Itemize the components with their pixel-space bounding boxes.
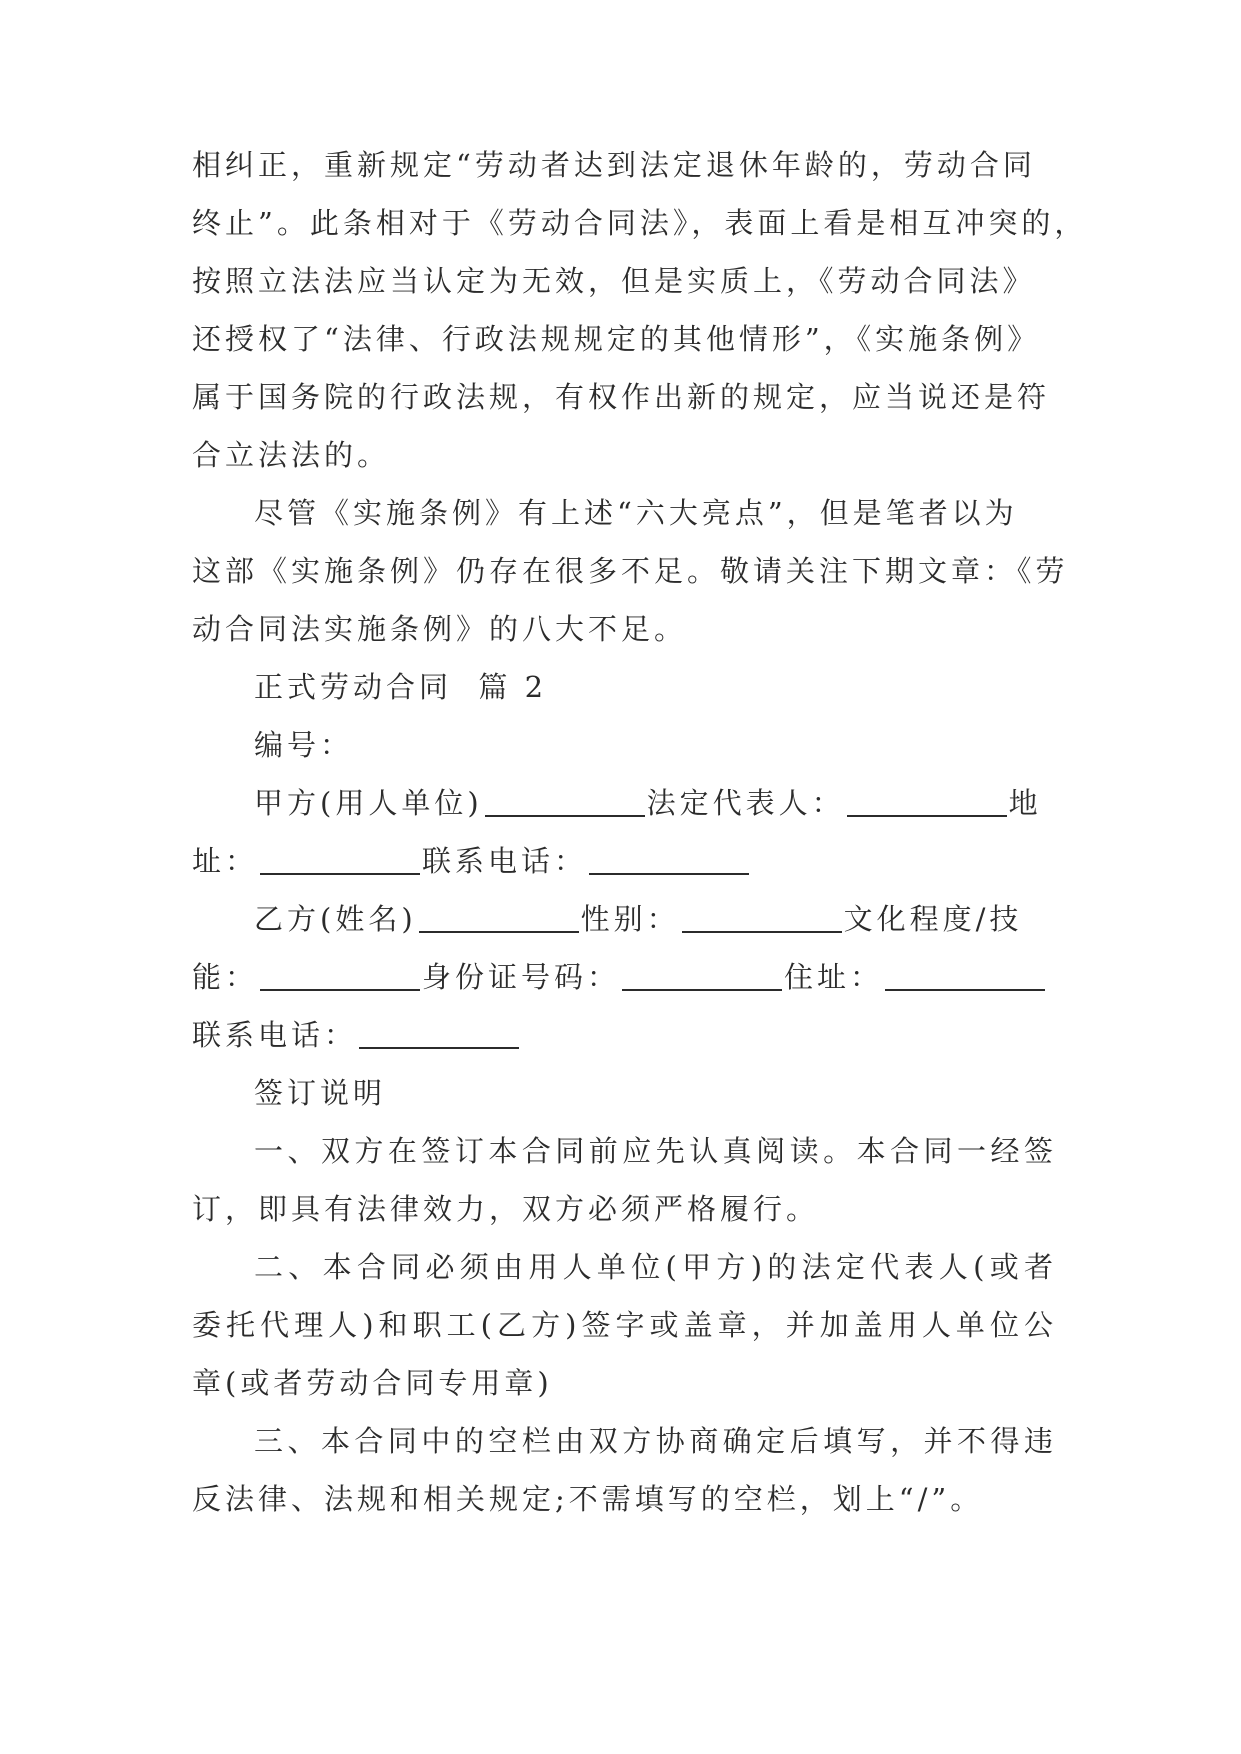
text-line: 合立法法的。 xyxy=(192,438,391,472)
id-number-label: 身份证号码： xyxy=(422,960,621,994)
party-b-phone-label: 联系电话： xyxy=(192,1018,358,1052)
party-b-line-1 xyxy=(192,890,1057,948)
text-line: 相纠正，重新规定“劳动者达到法定退休年龄的，劳动合同 xyxy=(192,148,1036,182)
summary-paragraph xyxy=(192,484,1069,658)
text-line: 终止”。此条相对于《劳动合同法》，表面上看是相互冲突的， xyxy=(192,206,1088,240)
continuation-paragraph xyxy=(192,136,1088,484)
party-b-name-blank[interactable] xyxy=(419,901,579,933)
party-a-blank[interactable] xyxy=(485,785,645,817)
address-blank[interactable] xyxy=(260,843,420,875)
party-b-line-3 xyxy=(192,1006,1057,1064)
text-line: 尽管《实施条例》有上述“六大亮点”，但是笔者以为 xyxy=(254,496,1018,530)
text-line: 动合同法实施条例》的八大不足。 xyxy=(192,612,688,646)
education-label-part2: 能： xyxy=(192,960,259,994)
text-line: 按照立法法应当认定为无效，但是实质上，《劳动合同法》 xyxy=(192,264,1036,298)
signing-item-3: 三、本合同中的空栏由双方协商确定后填写，并不得违反法律、法规和相关规定;不需填写的空栏，划上“/”。 xyxy=(192,1424,1057,1516)
education-label-part1: 文化程度/技 xyxy=(843,902,1023,936)
party-a-label: 甲方(用人单位) xyxy=(254,786,483,820)
address-label-part2: 址： xyxy=(192,844,259,878)
party-a-line-1 xyxy=(192,774,1057,832)
signing-item-1: 一、双方在签订本合同前应先认真阅读。本合同一经签订，即具有法律效力，双方必须严格履行。 xyxy=(192,1134,1057,1226)
education-blank[interactable] xyxy=(260,959,420,991)
address-label-part1: 地 xyxy=(1008,786,1042,820)
text-line: 还授权了“法律、行政法规规定的其他情形”，《实施条例》 xyxy=(192,322,1041,356)
signing-item-2: 二、本合同必须由用人单位(甲方)的法定代表人(或者委托代理人)和职工(乙方)签字或盖章，并加盖用人单位公章(或者劳动合同专用章) xyxy=(192,1250,1057,1400)
party-a-info xyxy=(192,774,1057,890)
signing-title: 签订说明 xyxy=(254,1076,387,1110)
party-a-phone-label: 联系电话： xyxy=(422,844,588,878)
residence-label: 住址： xyxy=(784,960,884,994)
legal-rep-label: 法定代表人： xyxy=(646,786,845,820)
party-b-line-2 xyxy=(192,948,1057,1006)
text-line: 属于国务院的行政法规，有权作出新的规定，应当说还是符 xyxy=(192,380,1051,414)
party-a-phone-blank[interactable] xyxy=(589,843,749,875)
party-b-label: 乙方(姓名) xyxy=(254,902,417,936)
party-b-info xyxy=(192,890,1057,1064)
party-b-phone-blank[interactable] xyxy=(359,1017,519,1049)
serial-number-label: 编号： xyxy=(254,728,354,762)
id-number-blank[interactable] xyxy=(622,959,782,991)
section-title: 正式劳动合同 篇 2 xyxy=(254,670,548,704)
residence-blank[interactable] xyxy=(885,959,1045,991)
gender-blank[interactable] xyxy=(682,901,842,933)
party-a-line-2 xyxy=(192,832,1057,890)
text-line: 这部《实施条例》仍存在很多不足。敬请关注下期文章：《劳 xyxy=(192,554,1069,588)
legal-rep-blank[interactable] xyxy=(847,785,1007,817)
gender-label: 性别： xyxy=(580,902,680,936)
document-body xyxy=(192,136,1088,1528)
